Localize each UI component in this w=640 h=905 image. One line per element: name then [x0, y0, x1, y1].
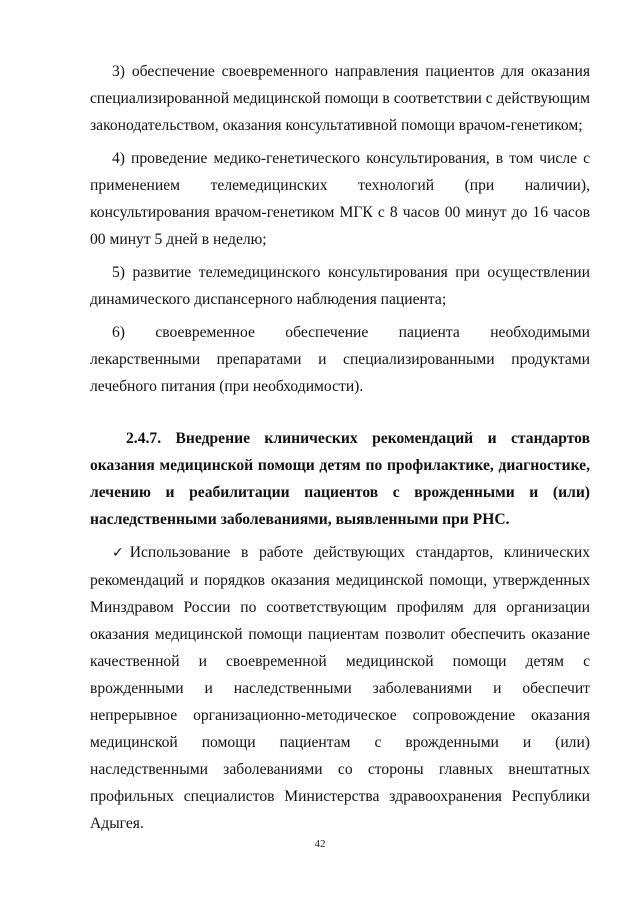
- section-heading: 2.4.7. Внедрение клинических рекомендаций и стандартов оказания медицинской помощи детям по профилактике, диагностике, лечению и реабилитации пациентов с врожденными и (или) наследственными заболеваниями, выявленными при РНС.: [90, 430, 590, 528]
- bullet-text: Использование в работе действующих стандартов, клинических рекомендаций и порядков оказания медицинской помощи, утвержденных Минздравом России по соответствующим профилям для организации оказания медицинской помощи пациентам позволит обеспечить оказание качественной и своевременной медицинской помощи детям с врожденными и наследственными заболеваниями и обеспечит непрерывное организационно-методическое сопровождение оказания медицинской помощи пациентам с врожденными и (или) наследственными заболеваниями со стороны главных внештатных профильных специалистов Министерства здравоохранения Республики Адыгея.: [90, 544, 590, 832]
- list-item-3: 3) обеспечение своевременного направления пациентов для оказания специализированной медицинской помощи в соответствии с действующим законодательством, оказания консультативной помощи врачом-генетиком;: [90, 63, 590, 134]
- list-item-4: 4) проведение медико-генетического консультирования, в том числе с применением телемедицинских технологий (при наличии), консультирования врачом-генетиком МГК с 8 часов 00 минут до 16 часов 00 минут 5 дней в неделю;: [90, 150, 590, 248]
- document-body: [90, 58, 590, 837]
- list-item-5: 5) развитие телемедицинского консультирования при осуществлении динамического диспансерного наблюдения пациента;: [90, 264, 590, 308]
- page-number: 42: [314, 838, 326, 850]
- checkmark-icon: ✓: [112, 545, 124, 561]
- list-item-6: 6) своевременное обеспечение пациента необходимыми лекарственными препаратами и специализированными продуктами лечебного питания (при необходимости).: [90, 324, 590, 395]
- bullet-paragraph: [90, 539, 590, 837]
